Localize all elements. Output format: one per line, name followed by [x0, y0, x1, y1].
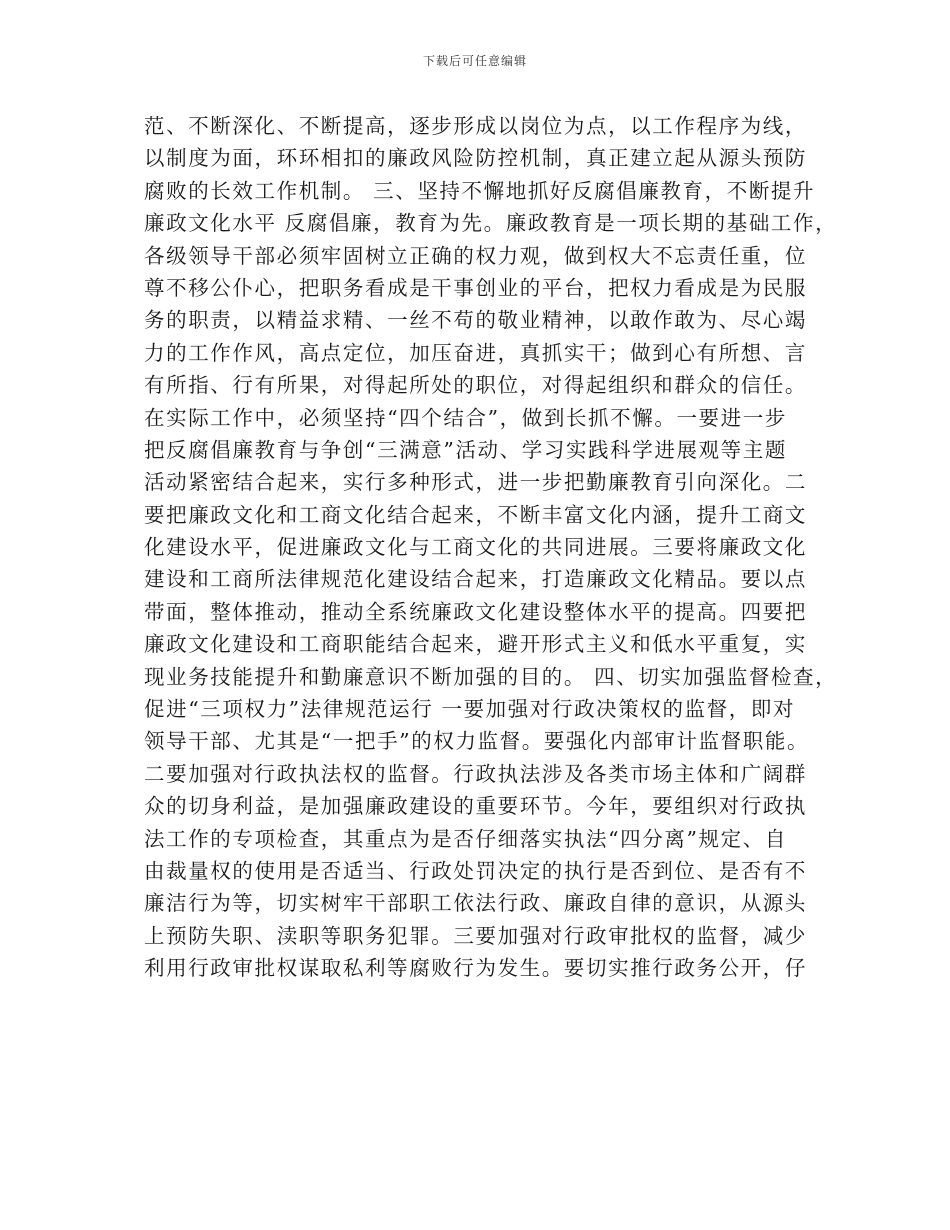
- body-line: 领导干部、尤其是“一把手”的权力监督。要强化内部审计监督职能。: [144, 729, 810, 754]
- body-line: 上预防失职、渎职等职务犯罪。三要加强对行政审批权的监督，减少: [144, 923, 807, 948]
- body-line: 以制度为面，环环相扣的廉政风险防控机制，真正建立起从源头预防: [144, 146, 807, 171]
- body-line: 现业务技能提升和勤廉意识不断加强的目的。 四、切实加强监督检查，: [144, 664, 838, 689]
- body-line: 促进“三项权力”法律规范运行 一要加强对行政决策权的监督，即对: [144, 697, 796, 722]
- body-line: 有所指、行有所果，对得起所处的职位，对得起组织和群众的信任。: [144, 373, 807, 398]
- body-line: 化建设水平，促进廉政文化与工商文化的共同进展。三要将廉政文化: [144, 535, 807, 560]
- body-line: 由裁量权的使用是否适当、行政处罚决定的执行是否到位、是否有不: [144, 858, 807, 883]
- body-line: 二要加强对行政执法权的监督。行政执法涉及各类市场主体和广阔群: [144, 761, 807, 786]
- body-line: 建设和工商所法律规范化建设结合起来，打造廉政文化精品。要以点: [144, 567, 807, 592]
- body-line: 廉政文化水平 反腐倡廉，教育为先。廉政教育是一项长期的基础工作，: [144, 211, 838, 236]
- body-line: 腐败的长效工作机制。 三、坚持不懈地抓好反腐倡廉教育，不断提升: [144, 178, 816, 203]
- body-line: 各级领导干部必须牢固树立正确的权力观，做到权大不忘责任重，位: [144, 243, 807, 268]
- body-line: 利用行政审批权谋取私利等腐败行为发生。要切实推行政务公开，仔: [144, 956, 807, 981]
- body-line: 活动紧密结合起来，实行多种形式，进一步把勤廉教育引向深化。二: [144, 470, 807, 495]
- body-line: 范、不断深化、不断提高，逐步形成以岗位为点，以工作程序为线，: [144, 114, 807, 138]
- page-header: 下载后可任意编辑: [422, 54, 527, 68]
- body-line: 众的切身利益，是加强廉政建设的重要环节。今年，要组织对行政执: [144, 794, 807, 819]
- body-line: 带面，整体推动，推动全系统廉政文化建设整体水平的提高。四要把: [144, 599, 807, 624]
- document-body: [144, 110, 838, 985]
- body-line: 务的职责，以精益求精、一丝不苟的敬业精神，以敢作敢为、尽心竭: [144, 308, 807, 333]
- body-line: 廉政文化建设和工商职能结合起来，避开形式主义和低水平重复，实: [144, 632, 807, 657]
- body-line: 尊不移公仆心，把职务看成是干事创业的平台，把权力看成是为民服: [144, 275, 807, 300]
- body-line: 法工作的专项检查，其重点为是否仔细落实执法“四分离”规定、自: [144, 826, 787, 851]
- body-line: 在实际工作中，必须坚持“四个结合”，做到长抓不懈。一要进一步: [144, 405, 787, 430]
- body-line: 廉洁行为等，切实树牢干部职工依法行政、廉政自律的意识，从源头: [144, 891, 807, 916]
- body-line: 把反腐倡廉教育与争创“三满意”活动、学习实践科学进展观等主题: [144, 437, 787, 462]
- body-line: 要把廉政文化和工商文化结合起来，不断丰富文化内涵，提升工商文: [144, 502, 807, 527]
- body-line: 力的工作作风，高点定位，加压奋进，真抓实干；做到心有所想、言: [144, 340, 807, 365]
